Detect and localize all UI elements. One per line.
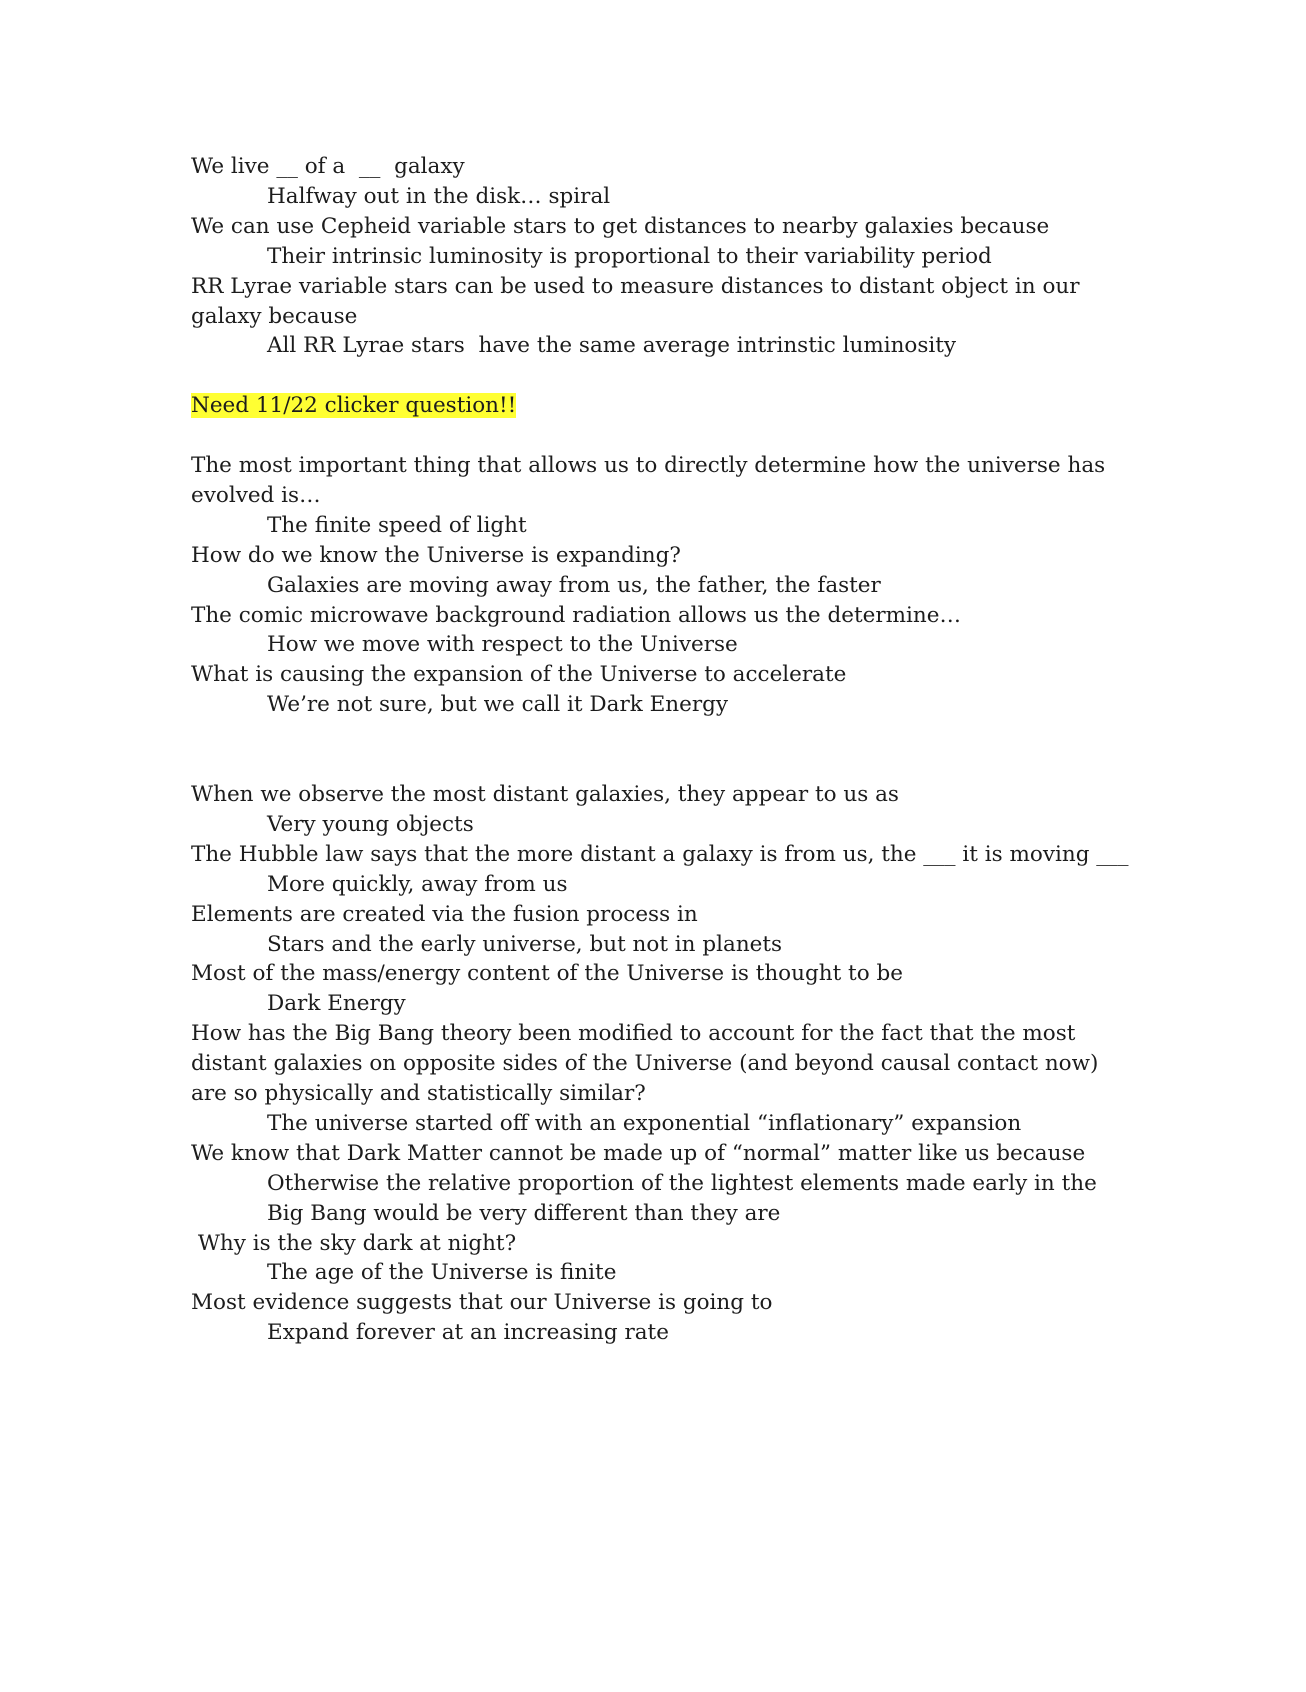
question-line: How has the Big Bang theory been modified to account for the fact that the most xyxy=(191,1021,1076,1047)
blank-line xyxy=(191,421,1121,451)
blank-line xyxy=(191,750,1121,780)
question: Elements are created via the fusion process in xyxy=(191,901,698,927)
question-line: distant galaxies on opposite sides of the Universe (and beyond causal contact now) xyxy=(191,1051,1099,1077)
answer: Expand forever at an increasing rate xyxy=(267,1320,669,1346)
answer: The age of the Universe is finite xyxy=(267,1260,617,1286)
answer: Their intrinsic luminosity is proportional to their variability period xyxy=(267,243,992,269)
question: The comic microwave background radiation allows us the determine… xyxy=(191,602,961,628)
answer: All RR Lyrae stars have the same average intrinstic luminosity xyxy=(267,333,957,359)
question: When we observe the most distant galaxies, they appear to us as xyxy=(191,781,899,807)
question-line: galaxy because xyxy=(191,303,358,329)
question: How do we know the Universe is expanding? xyxy=(191,542,681,568)
answer-line: Big Bang would be very different than they are xyxy=(267,1200,781,1226)
answer: Very young objects xyxy=(267,811,474,837)
answer: Stars and the early universe, but not in planets xyxy=(267,931,783,957)
highlighted-note: Need 11/22 clicker question!! xyxy=(191,393,517,419)
question: Why is the sky dark at night? xyxy=(191,1230,517,1256)
question: We know that Dark Matter cannot be made up of “normal” matter like us because xyxy=(191,1140,1086,1166)
answer: The universe started off with an exponential “inflationary” expansion xyxy=(267,1110,1022,1136)
question-line: are so physically and statistically similar? xyxy=(191,1081,646,1107)
question: The Hubble law says that the more distant a galaxy is from us, the ___ it is moving ___ xyxy=(191,841,1129,867)
answer: How we move with respect to the Universe xyxy=(267,632,738,658)
question: We live __ of a __ galaxy xyxy=(191,154,465,179)
answer: Dark Energy xyxy=(267,991,406,1017)
question-line: RR Lyrae variable stars can be used to measure distances to distant object in our xyxy=(191,273,1080,299)
answer: Halfway out in the disk… spiral xyxy=(267,183,611,209)
blank-line xyxy=(191,361,1121,391)
question: We can use Cepheid variable stars to get distances to nearby galaxies because xyxy=(191,213,1050,239)
question-line: evolved is… xyxy=(191,482,321,508)
answer: The finite speed of light xyxy=(267,512,527,538)
study-notes xyxy=(191,152,1129,1348)
question-line: The most important thing that allows us to directly determine how the universe has xyxy=(191,453,1106,479)
note-line xyxy=(191,391,1121,421)
blank-line xyxy=(191,720,1121,750)
question: What is causing the expansion of the Universe to accelerate xyxy=(191,662,847,688)
answer: More quickly, away from us xyxy=(267,871,568,897)
question: Most of the mass/energy content of the Universe is thought to be xyxy=(191,961,903,987)
question: Most evidence suggests that our Universe is going to xyxy=(191,1290,773,1316)
answer: We’re not sure, but we call it Dark Energy xyxy=(267,692,729,718)
answer: Galaxies are moving away from us, the father, the faster xyxy=(267,572,881,598)
answer-line: Otherwise the relative proportion of the lightest elements made early in the xyxy=(267,1170,1097,1196)
